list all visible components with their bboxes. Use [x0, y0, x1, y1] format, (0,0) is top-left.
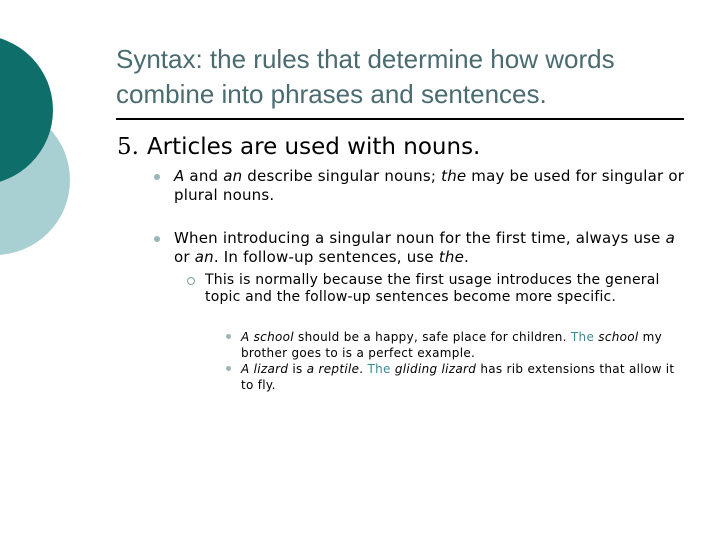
- example-text: [241, 330, 662, 360]
- italic-phrase: school: [598, 330, 639, 344]
- italic-word: A: [174, 167, 185, 185]
- section-heading: [117, 132, 480, 162]
- example-school: [241, 329, 681, 361]
- decorative-circles: [0, 0, 120, 300]
- highlighted-article: The: [570, 330, 595, 344]
- text-segment: or: [174, 248, 195, 266]
- text-segment: When introducing a singular noun for the first time, always use: [174, 229, 666, 247]
- sub-point-general-topic: [205, 272, 685, 306]
- italic-word: an: [223, 167, 243, 185]
- italic-phrase: A lizard: [241, 362, 289, 376]
- example-lizard: [241, 361, 681, 393]
- italic-phrase: a reptile: [306, 362, 360, 376]
- text-segment: .: [464, 248, 470, 266]
- point-text: [174, 167, 684, 204]
- heading-text: Articles are used with nouns.: [146, 134, 481, 160]
- text-segment: . In follow-up sentences, use: [213, 248, 439, 266]
- italic-phrase: A school: [241, 330, 294, 344]
- highlighted-article: The: [367, 362, 391, 376]
- text-segment: my brother goes to is a perfect example.: [241, 330, 663, 360]
- italic-word: the: [441, 167, 467, 185]
- bullet-point-introducing: [174, 229, 694, 267]
- bullet-dot-icon: [154, 236, 160, 242]
- slide-title: Syntax: the rules that determine how words combine into phrases and sentences.: [116, 44, 615, 109]
- bullet-dot-icon: [154, 174, 160, 180]
- italic-word: the: [438, 248, 465, 266]
- bullet-point-articles: [174, 167, 694, 205]
- heading-number: 5.: [117, 134, 139, 160]
- text-segment: and: [184, 167, 224, 185]
- small-bullet-icon: [226, 366, 231, 371]
- text-segment: should be a happy, safe place for children.: [293, 330, 571, 344]
- text-segment: may be used for singular or plural nouns.: [174, 167, 685, 204]
- italic-word: a: [665, 229, 675, 247]
- small-bullet-icon: [226, 334, 231, 339]
- hollow-bullet-icon: [187, 277, 195, 285]
- title-divider: [116, 118, 684, 120]
- text-segment: has rib extensions that allow it to fly.: [241, 362, 675, 392]
- text-segment: is: [288, 362, 307, 376]
- italic-phrase: gliding lizard: [394, 362, 477, 376]
- text-segment: .: [359, 362, 368, 376]
- example-text: [241, 362, 674, 392]
- point-text: [174, 229, 675, 266]
- text-segment: describe singular nouns;: [242, 167, 442, 185]
- sub-point-text: This is normally because the first usage introduces the general topic and the follow-up sentences become more specific.: [205, 272, 660, 305]
- italic-word: an: [194, 248, 214, 266]
